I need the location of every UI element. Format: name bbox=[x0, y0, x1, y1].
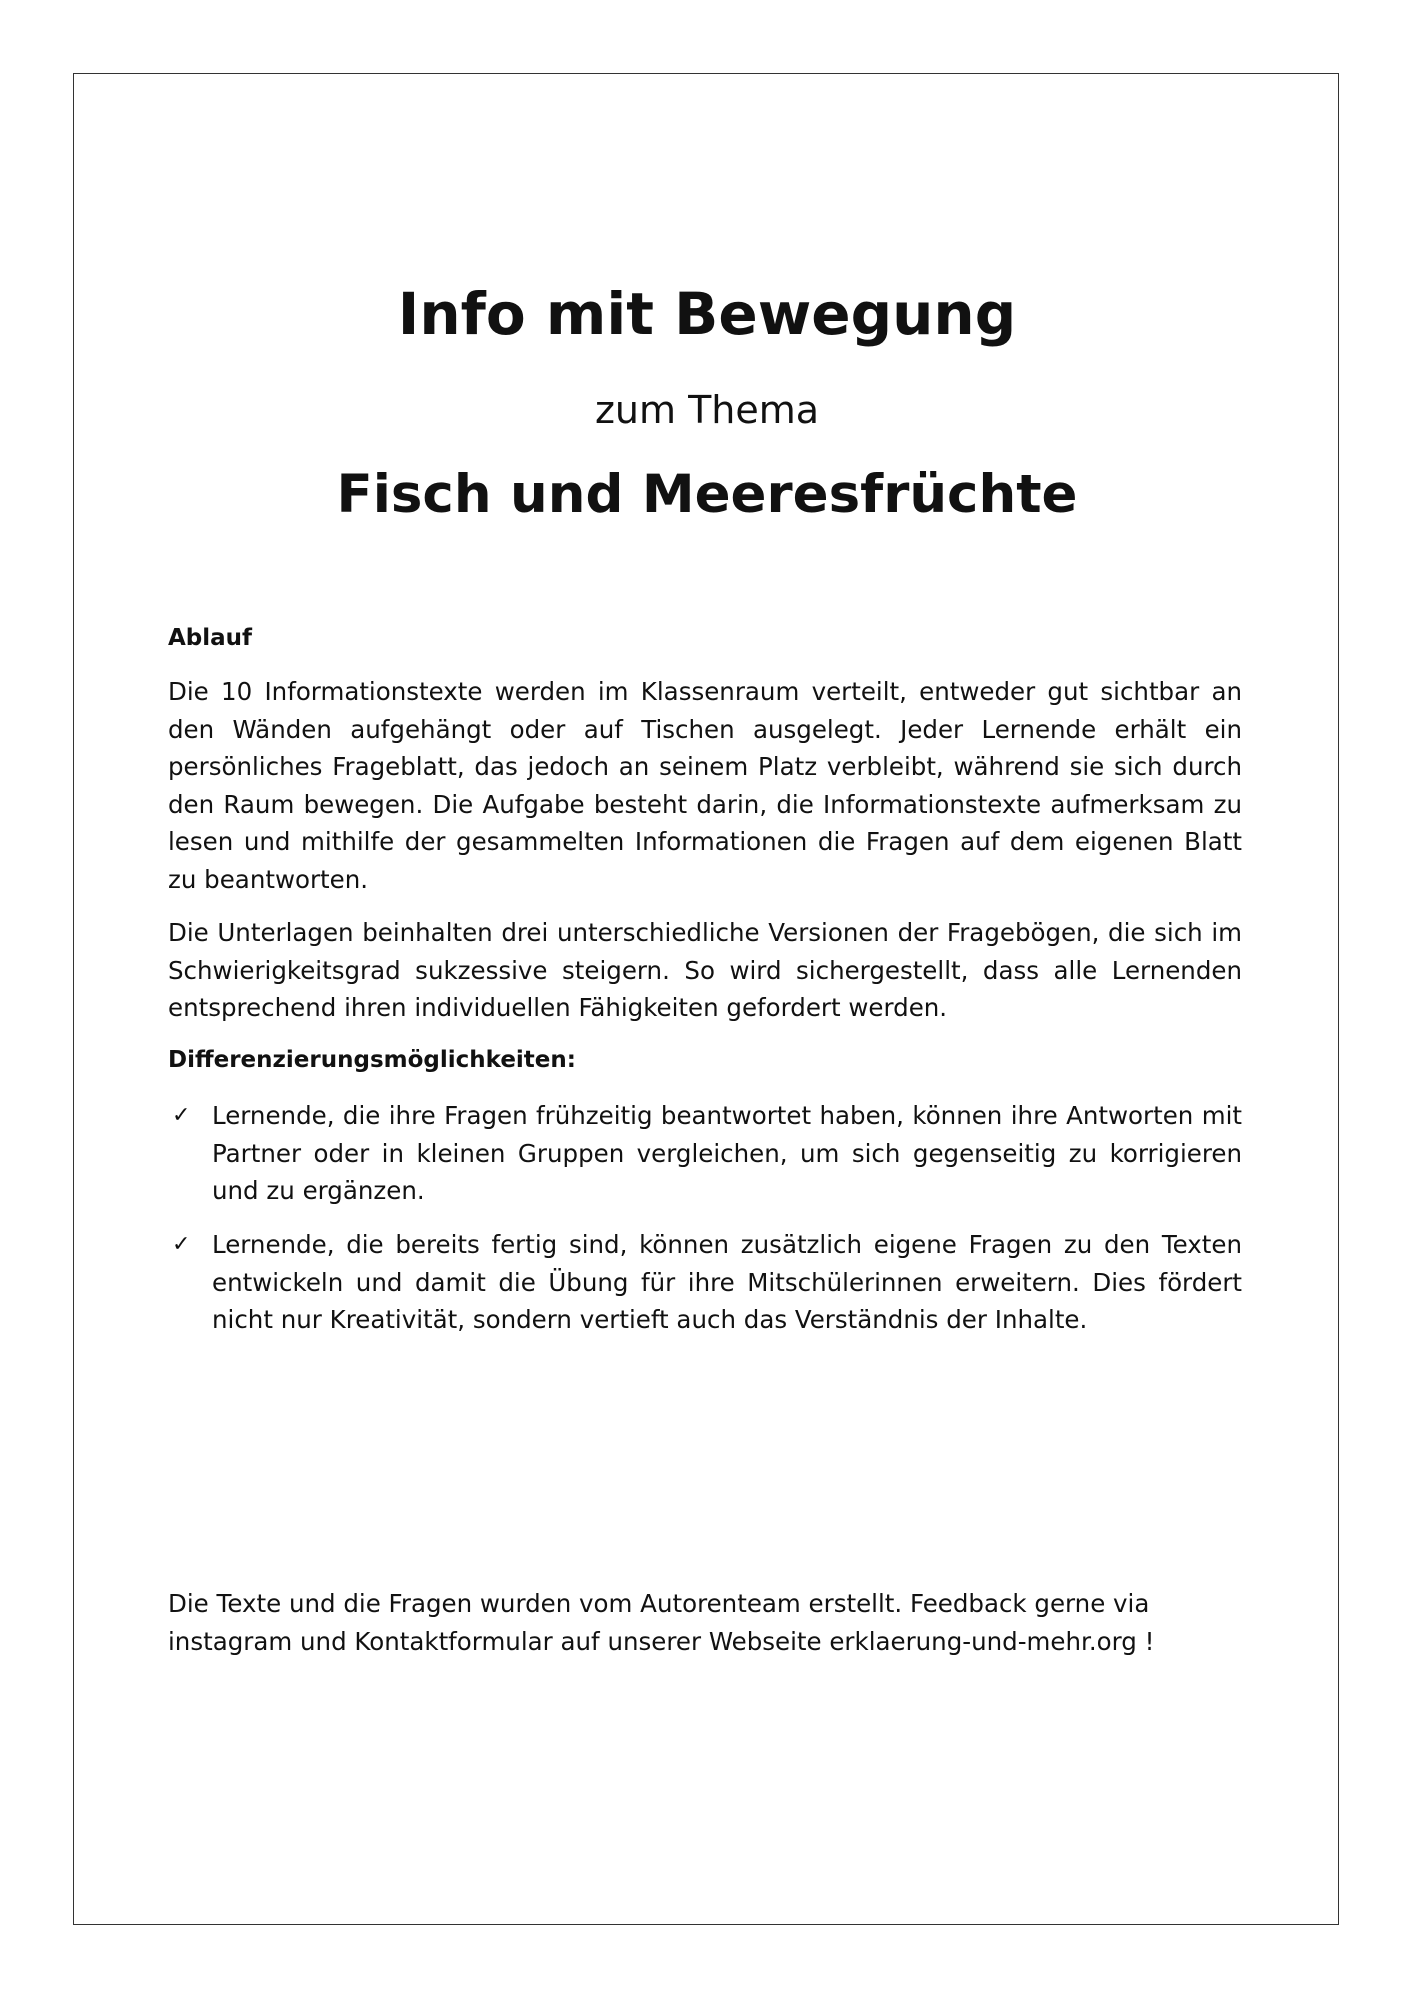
checkmark-icon: ✓ bbox=[172, 1232, 191, 1257]
differenzierung-list-item bbox=[168, 1097, 1242, 1210]
list-item-text: Lernende, die bereits fertig sind, können zusätzlich eigene Fragen zu den Texten entwickeln und damit die Übung für ihre Mitschülerinnen erweitern. Dies fördert nicht nur Kreativität, sondern vertieft auch das Verständnis der Inhalte. bbox=[212, 1230, 1242, 1334]
ablauf-heading: Ablauf bbox=[168, 625, 253, 651]
ablauf-paragraph-1 bbox=[168, 673, 1242, 898]
differenzierung-list-item bbox=[168, 1226, 1242, 1339]
footer-line-2: instagram und Kontaktformular auf unserer Webseite erklaerung-und-mehr.org ! bbox=[168, 1626, 1155, 1656]
footer-line-1: Die Texte und die Fragen wurden vom Autorenteam erstellt. Feedback gerne via bbox=[168, 1589, 1150, 1618]
differenzierung-heading: Differenzierungsmöglichkeiten: bbox=[168, 1047, 576, 1073]
topic-title: Fisch und Meeresfrüchte bbox=[336, 464, 1078, 525]
page-title: Info mit Bewegung bbox=[397, 280, 1017, 348]
ablauf-paragraph-1-text: Die 10 Informationstexte werden im Klassenraum verteilt, entweder gut sichtbar an den Wänden aufgehängt oder auf Tischen ausgelegt. Jeder Lernende erhält ein persönliches Frageblatt, das jedoch an seinem Platz verbleibt, während sie sich durch den Raum bewegen. Die Aufgabe besteht darin, die Informationstexte aufmerksam zu lesen und mithilfe der gesammelten Informationen die Fragen auf dem eigenen Blatt zu beantworten. bbox=[168, 677, 1242, 894]
page-subtitle: zum Thema bbox=[594, 388, 820, 432]
ablauf-paragraph-2 bbox=[168, 914, 1242, 1027]
footer-note bbox=[168, 1585, 1242, 1660]
checkmark-icon: ✓ bbox=[172, 1103, 191, 1128]
list-item-text: Lernende, die ihre Fragen frühzeitig beantwortet haben, können ihre Antworten mit Partner oder in kleinen Gruppen vergleichen, um sich gegenseitig zu korrigieren und zu ergänzen. bbox=[212, 1101, 1242, 1205]
ablauf-paragraph-2-text: Die Unterlagen beinhalten drei unterschiedliche Versionen der Fragebögen, die sich im Schwierigkeitsgrad sukzessive steigern. So wird sichergestellt, dass alle Lernenden entsprechend ihren individuellen Fähigkeiten gefordert werden. bbox=[168, 918, 1242, 1022]
